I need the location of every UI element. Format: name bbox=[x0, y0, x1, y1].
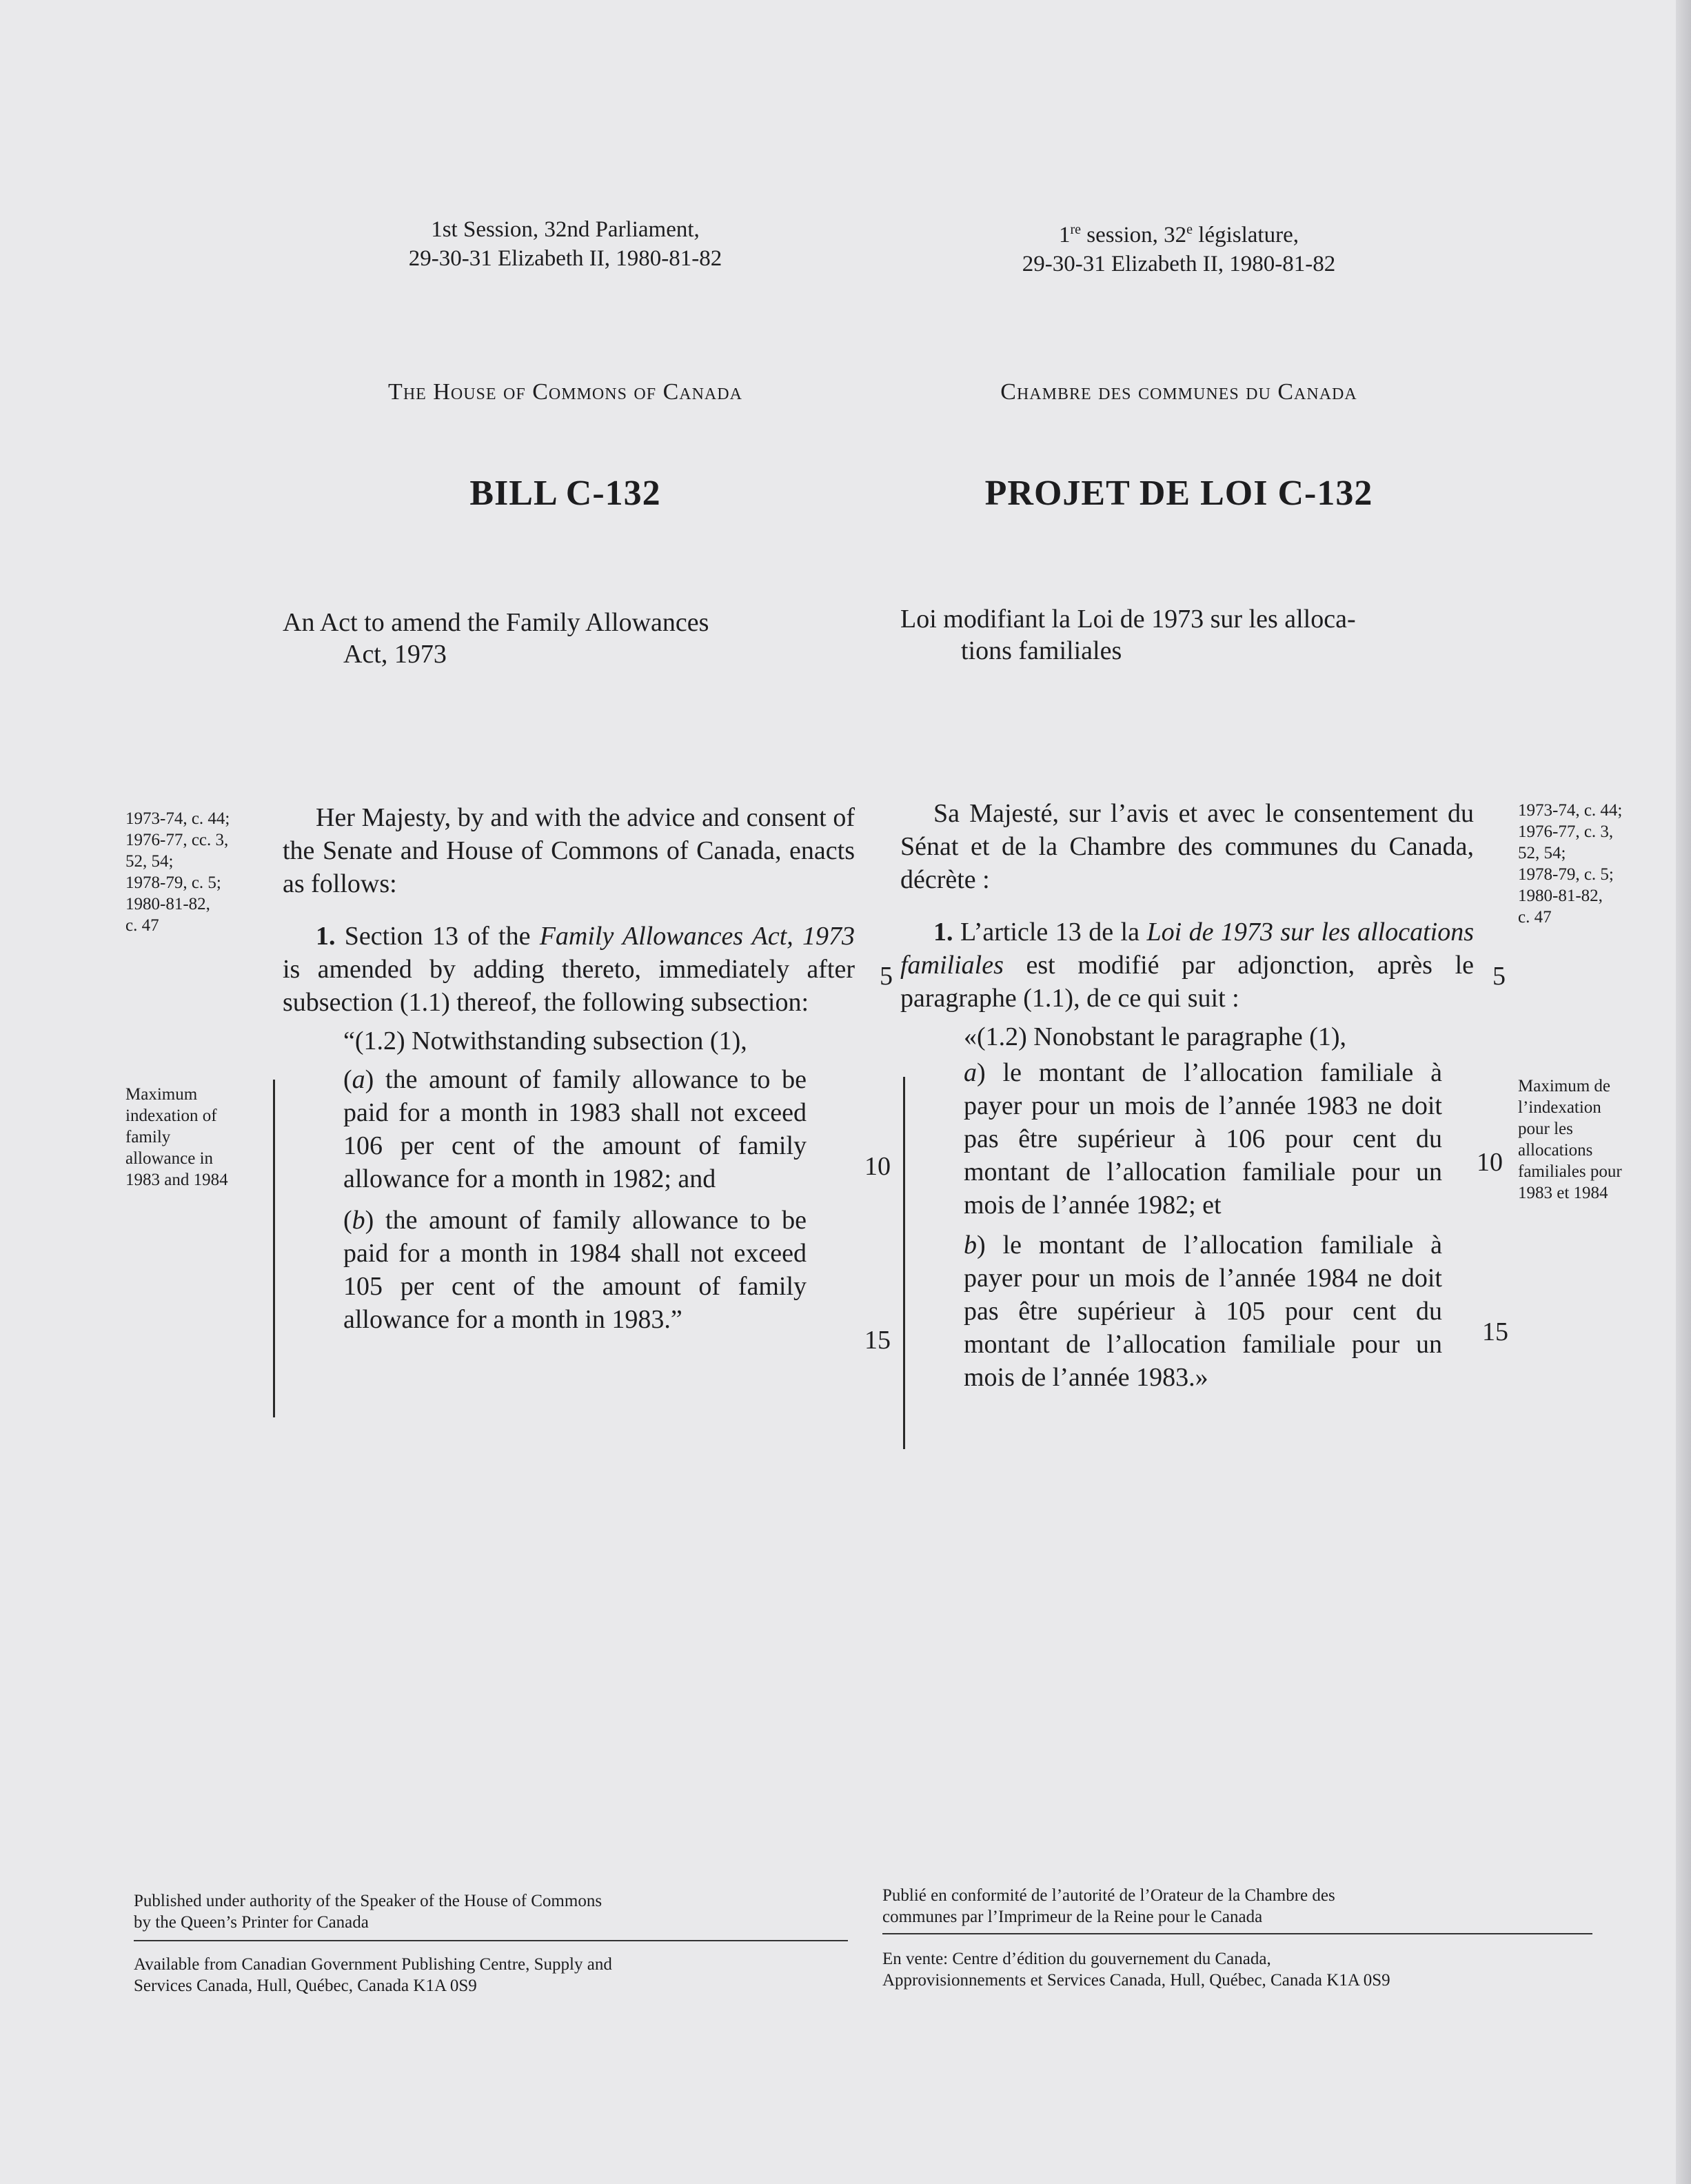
page-edge bbox=[1676, 0, 1691, 2184]
fr-long-title: Loi modifiant la Loi de 1973 sur les alloca- tions familiales bbox=[900, 605, 1356, 665]
fr-section-1: 1. L’article 13 de la Loi de 1973 sur les allocations familiales est modifié par adjonction, après le paragraphe (1.1), de ce qui suit : bbox=[900, 918, 1475, 1013]
en-session-line2: 29-30-31 Elizabeth II, 1980-81-82 bbox=[408, 246, 722, 271]
fr-house-heading: Chambre des communes du Canada bbox=[1000, 379, 1357, 405]
en-house-heading: The House of Commons of Canada bbox=[388, 379, 742, 405]
en-subsection bbox=[283, 1024, 807, 1336]
en-bill-title: BILL C-132 bbox=[469, 474, 661, 513]
fr-session-line1: 1re session, 32e législature, bbox=[1059, 222, 1299, 247]
fr-amendment-bar bbox=[903, 1077, 905, 1449]
en-section-1: 1. Section 13 of the Family Allowances Act, 1973 is amended by adding thereto, immediately after subsection (1.1) thereof, the following subsection: bbox=[283, 922, 855, 1017]
fr-available-note: En vente: Centre d’édition du gouvernement du Canada, Approvisionnements et Services Canada, Hull, Québec, Canada K1A 0S9 bbox=[882, 1950, 1390, 1990]
en-session-line1: 1st Session, 32nd Parliament, bbox=[431, 217, 700, 242]
en-session-header bbox=[290, 215, 841, 273]
fr-bill-title: PROJET DE LOI C-132 bbox=[984, 474, 1373, 513]
en-citation-note: 1973-74, c. 44; 1976-77, cc. 3, 52, 54; 1978-79, c. 5; 1980-81-82, c. 47 bbox=[125, 809, 230, 935]
en-body bbox=[283, 801, 855, 1336]
fr-para-b: b) le montant de l’allocation familiale à payer pour un mois de l’année 1984 ne doit pas être supérieur à 105 pour cent du montant de l’allocation familiale pour un mois de l’année 1983.» bbox=[964, 1231, 1442, 1392]
line-number: 10 bbox=[864, 1152, 891, 1181]
fr-published-note: Publié en conformité de l’autorité de l’Orateur de la Chambre des communes par l’Imprimeur de la Reine pour le Canada bbox=[882, 1886, 1335, 1926]
fr-footer-rule bbox=[882, 1933, 1592, 1934]
en-amendment-bar bbox=[273, 1080, 275, 1417]
en-heading-note: Maximum indexation of family allowance in 1983 and 1984 bbox=[125, 1085, 228, 1189]
fr-citation-note: 1973-74, c. 44; 1976-77, c. 3, 52, 54; 1978-79, c. 5; 1980-81-82, c. 47 bbox=[1518, 801, 1623, 927]
line-number: 15 bbox=[864, 1326, 891, 1355]
line-number: 10 bbox=[1477, 1148, 1503, 1177]
fr-enacting-clause: Sa Majesté, sur l’avis et avec le consentement du Sénat et de la Chambre des communes du Canada, décrète : bbox=[900, 799, 1474, 894]
en-para-a: (a) the amount of family allowance to be paid for a month in 1983 shall not exceed 106 per cent of the amount of family allowance for a month in 1982; and bbox=[343, 1065, 807, 1193]
en-para-b: (b) the amount of family allowance to be paid for a month in 1984 shall not exceed 105 per cent of the amount of family allowance for a month in 1983.” bbox=[343, 1206, 807, 1334]
fr-sub-intro: «(1.2) Nonobstant le paragraphe (1), bbox=[964, 1022, 1347, 1051]
fr-session-line2: 29-30-31 Elizabeth II, 1980-81-82 bbox=[1022, 252, 1336, 276]
line-number: 5 bbox=[880, 962, 893, 991]
en-available-note: Available from Canadian Government Publishing Centre, Supply and Services Canada, Hull, Québec, Canada K1A 0S9 bbox=[134, 1955, 612, 1995]
fr-session-header bbox=[896, 215, 1461, 279]
en-enacting-clause: Her Majesty, by and with the advice and consent of the Senate and House of Commons of Canada, enacts as follows: bbox=[283, 803, 855, 898]
en-published-note: Published under authority of the Speaker of the House of Commons by the Queen’s Printer for Canada bbox=[134, 1892, 603, 1932]
line-number: 15 bbox=[1482, 1317, 1508, 1346]
en-sub-intro: “(1.2) Notwithstanding subsection (1), bbox=[343, 1027, 747, 1055]
fr-subsection bbox=[900, 1020, 1442, 1394]
en-footer-rule bbox=[134, 1940, 848, 1941]
fr-para-a: a) le montant de l’allocation familiale à payer pour un mois de l’année 1983 ne doit pas être supérieur à 106 pour cent du montant de l’allocation familiale pour un mois de l’année 1982; et bbox=[964, 1058, 1442, 1220]
fr-body bbox=[900, 797, 1474, 1394]
line-number: 5 bbox=[1492, 962, 1506, 991]
fr-heading-note: Maximum de l’indexation pour les allocations familiales pour 1983 et 1984 bbox=[1518, 1077, 1622, 1202]
en-long-title: An Act to amend the Family Allowances Act, 1973 bbox=[283, 608, 709, 669]
